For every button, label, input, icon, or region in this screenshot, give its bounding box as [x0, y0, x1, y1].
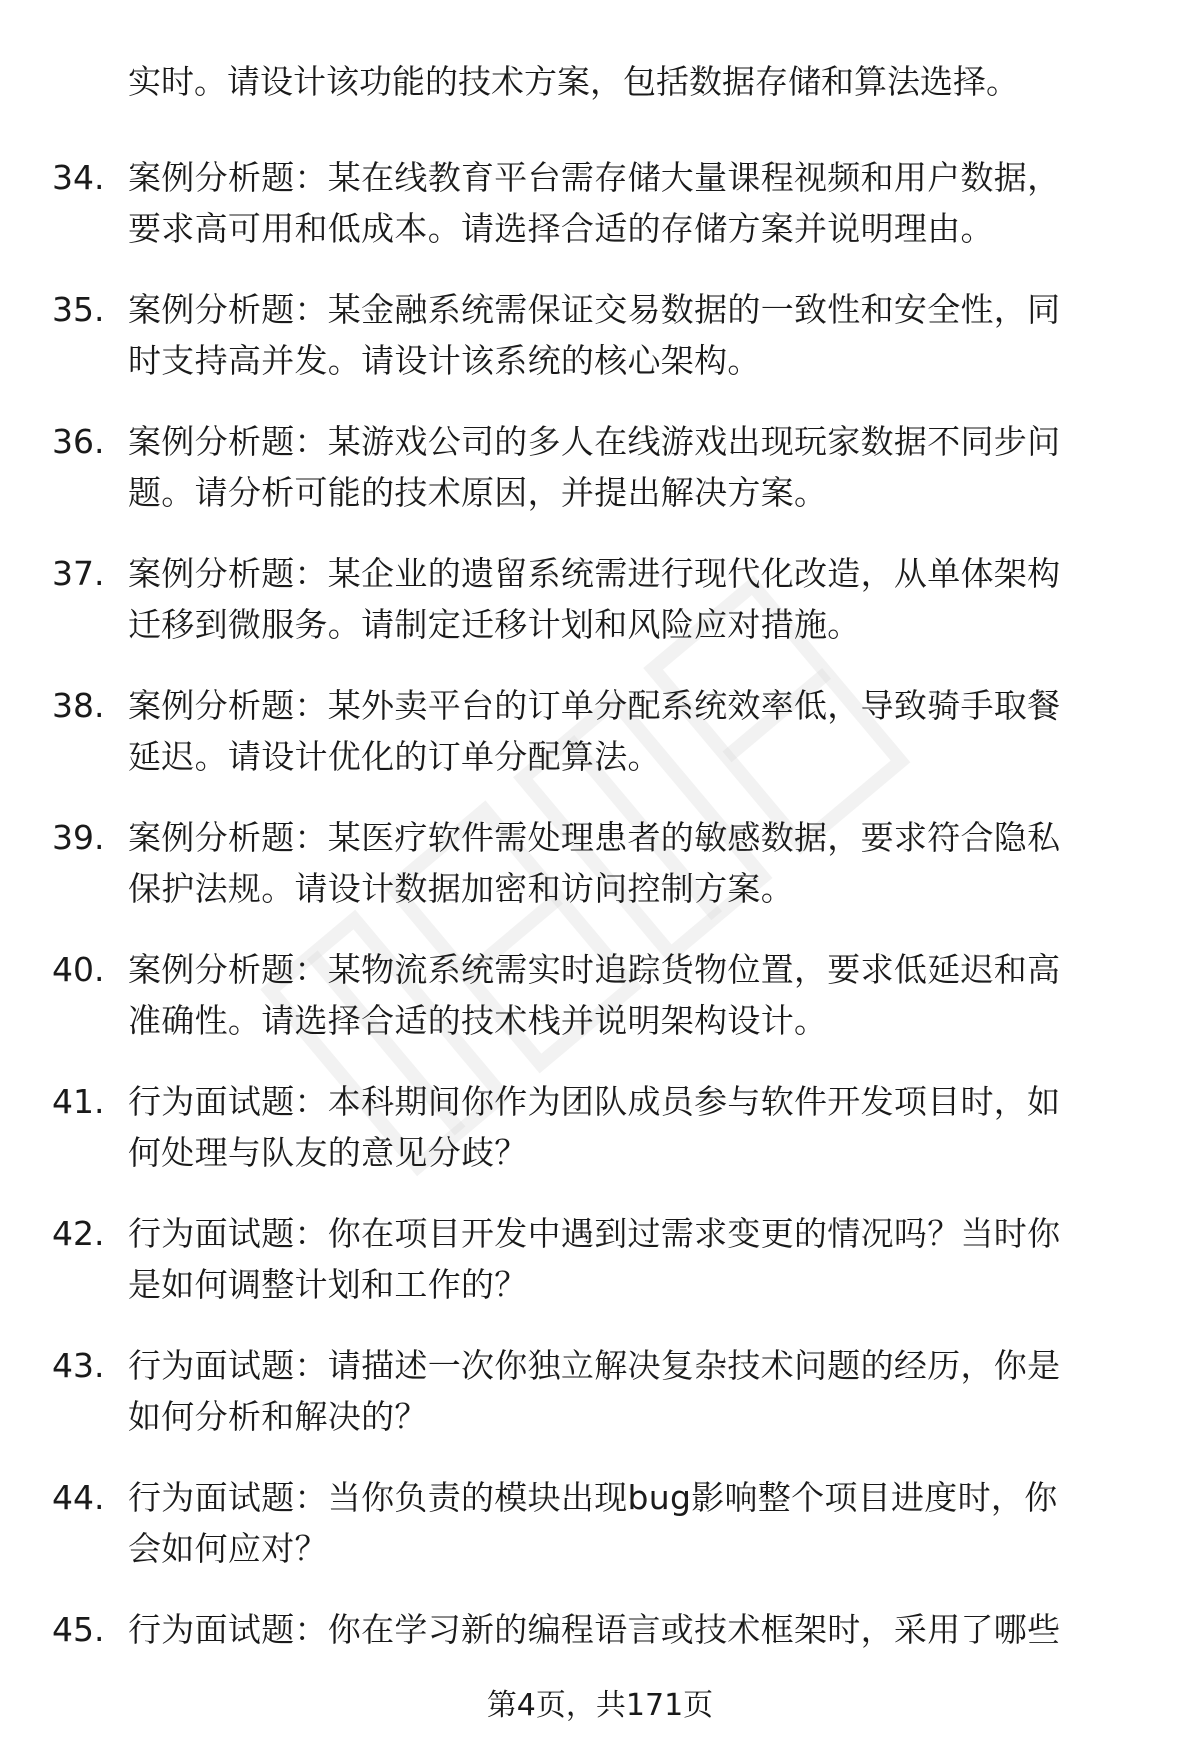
question-text	[128, 1472, 1138, 1574]
question-text-line: 要求高可用和低成本。请选择合适的存储方案并说明理由。	[128, 209, 994, 248]
question-number: 43.	[52, 1346, 105, 1385]
question-text-line: 案例分析题：某金融系统需保证交易数据的一致性和安全性，同	[128, 290, 1061, 329]
question-text	[128, 284, 1138, 386]
question-text-line: 行为面试题：你在项目开发中遇到过需求变更的情况吗？当时你	[128, 1214, 1061, 1253]
question-number: 34.	[52, 158, 105, 197]
continuation-text: 实时。请设计该功能的技术方案，包括数据存储和算法选择。	[128, 62, 1019, 101]
question-text-line: 行为面试题：本科期间你作为团队成员参与软件开发项目时，如	[128, 1082, 1061, 1121]
question-text-line: 迁移到微服务。请制定迁移计划和风险应对措施。	[128, 605, 861, 644]
question-text-line: 题。请分析可能的技术原因，并提出解决方案。	[128, 473, 828, 512]
question-text-line: 保护法规。请设计数据加密和访问控制方案。	[128, 869, 794, 908]
question-text	[128, 1076, 1138, 1178]
question-item	[0, 548, 1200, 680]
question-item	[0, 284, 1200, 416]
question-item	[0, 944, 1200, 1076]
question-number: 36.	[52, 422, 105, 461]
question-text	[128, 680, 1138, 782]
question-item	[0, 152, 1200, 284]
question-text-line: 案例分析题：某外卖平台的订单分配系统效率低，导致骑手取餐	[128, 686, 1061, 725]
question-text	[128, 1340, 1138, 1442]
question-text	[128, 416, 1138, 518]
question-item	[0, 680, 1200, 812]
question-text-line: 时支持高并发。请设计该系统的核心架构。	[128, 341, 761, 380]
question-text	[128, 548, 1138, 650]
question-text-line: 延迟。请设计优化的订单分配算法。	[128, 737, 661, 776]
question-number: 41.	[52, 1082, 105, 1121]
question-item	[0, 416, 1200, 548]
question-number: 42.	[52, 1214, 105, 1253]
question-text-line: 行为面试题：你在学习新的编程语言或技术框架时，采用了哪些	[128, 1610, 1061, 1649]
question-number: 45.	[52, 1610, 105, 1649]
question-item	[0, 1076, 1200, 1208]
question-text-line: 会如何应对？	[128, 1529, 328, 1568]
question-text	[128, 152, 1138, 254]
question-item	[0, 1340, 1200, 1472]
question-text-line: 案例分析题：某企业的遗留系统需进行现代化改造，从单体架构	[128, 554, 1061, 593]
question-text-line: 行为面试题：当你负责的模块出现bug影响整个项目进度时，你	[128, 1478, 1058, 1517]
question-text-line: 如何分析和解决的？	[128, 1397, 428, 1436]
question-item	[0, 1208, 1200, 1340]
question-list	[0, 152, 1200, 1736]
question-text-line: 案例分析题：某在线教育平台需存储大量课程视频和用户数据，	[128, 158, 1061, 197]
question-text	[128, 1208, 1138, 1310]
question-number: 35.	[52, 290, 105, 329]
question-text-line: 案例分析题：某游戏公司的多人在线游戏出现玩家数据不同步问	[128, 422, 1061, 461]
question-text-line: 案例分析题：某物流系统需实时追踪货物位置，要求低延迟和高	[128, 950, 1061, 989]
question-text	[128, 944, 1138, 1046]
question-number: 44.	[52, 1478, 105, 1517]
question-number: 40.	[52, 950, 105, 989]
question-text	[128, 812, 1138, 914]
question-number: 39.	[52, 818, 105, 857]
question-text-line: 行为面试题：请描述一次你独立解决复杂技术问题的经历，你是	[128, 1346, 1061, 1385]
page-footer: 第4页，共171页	[486, 1688, 714, 1723]
question-text-line: 是如何调整计划和工作的？	[128, 1265, 528, 1304]
question-text	[128, 1604, 1138, 1655]
question-text-line: 准确性。请选择合适的技术栈并说明架构设计。	[128, 1001, 828, 1040]
question-text-line: 案例分析题：某医疗软件需处理患者的敏感数据，要求符合隐私	[128, 818, 1061, 857]
question-number: 37.	[52, 554, 105, 593]
question-item	[0, 812, 1200, 944]
question-item	[0, 1472, 1200, 1604]
question-text-line: 何处理与队友的意见分歧？	[128, 1133, 528, 1172]
question-number: 38.	[52, 686, 105, 725]
